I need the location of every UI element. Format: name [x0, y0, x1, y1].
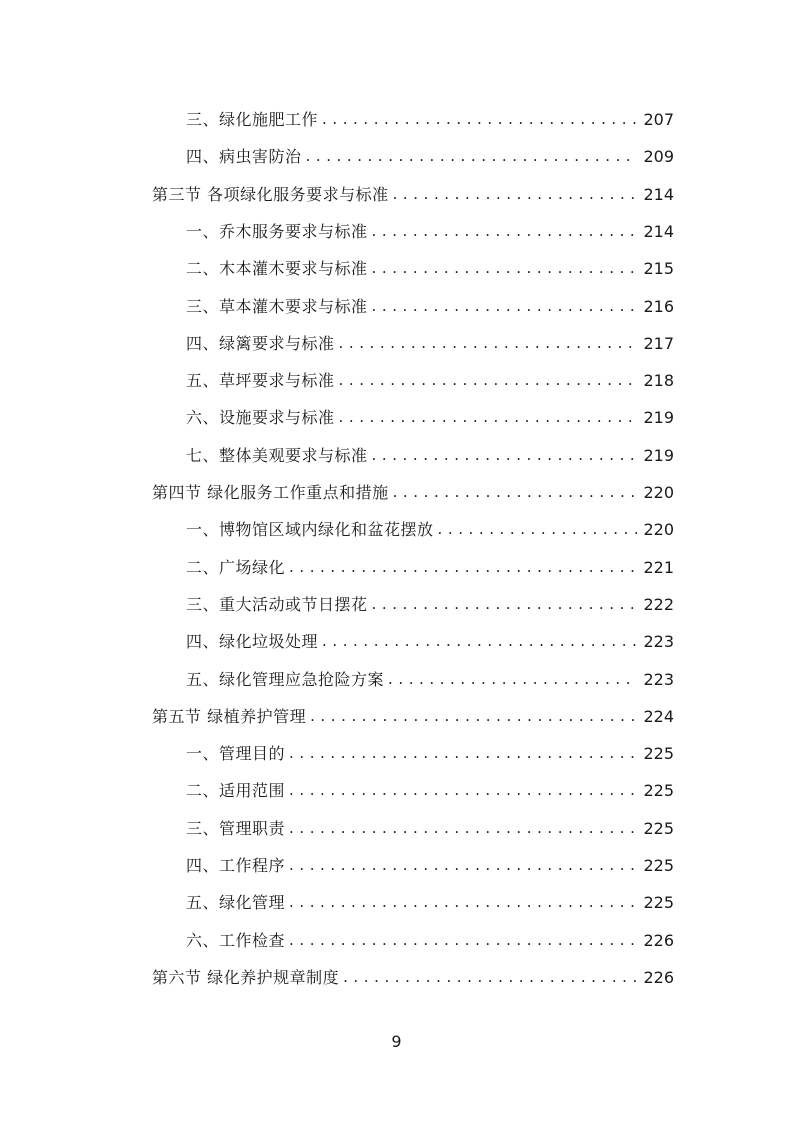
toc-dot-leader: [372, 586, 638, 623]
toc-section-entry[interactable]: [152, 176, 674, 213]
toc-dot-leader: [322, 623, 637, 660]
toc-dot-leader: [393, 474, 638, 511]
toc-entry-label: 二、木本灌木要求与标准: [186, 259, 368, 279]
toc-dot-leader: [310, 698, 637, 735]
toc-dot-leader: [289, 884, 637, 921]
toc-dot-leader: [322, 101, 637, 138]
toc-subsection-entry[interactable]: [186, 623, 674, 660]
toc-subsection-entry[interactable]: [186, 288, 674, 325]
toc-entry-page: 221: [643, 557, 674, 577]
toc-entry-label: 四、病虫害防治: [186, 147, 302, 167]
toc-subsection-entry[interactable]: [186, 437, 674, 474]
toc-entry-label: 一、乔木服务要求与标准: [186, 221, 368, 241]
toc-entry-label: 七、整体美观要求与标准: [186, 445, 368, 465]
toc-subsection-entry[interactable]: [186, 250, 674, 287]
toc-dot-leader: [289, 810, 637, 847]
toc-subsection-entry[interactable]: [186, 399, 674, 436]
toc-entry-label: 第四节 绿化服务工作重点和措施: [152, 483, 389, 502]
toc-subsection-entry[interactable]: [186, 586, 674, 623]
toc-entry-page: 216: [643, 296, 674, 316]
toc-subsection-entry[interactable]: [186, 884, 674, 921]
toc-dot-leader: [289, 922, 637, 959]
toc-dot-leader: [339, 362, 638, 399]
toc-entry-page: 225: [643, 781, 674, 801]
toc-entry-page: 207: [643, 110, 674, 129]
toc-dot-leader: [372, 437, 638, 474]
toc-entry-page: 224: [643, 706, 674, 726]
toc-subsection-entry[interactable]: [186, 362, 674, 399]
toc-entry-label: 三、管理职责: [186, 818, 286, 838]
toc-entry-page: 219: [643, 445, 674, 465]
toc-dot-leader: [343, 959, 637, 996]
toc-dot-leader: [339, 399, 638, 436]
toc-entry-page: 226: [643, 967, 674, 987]
toc-entry-label: 二、广场绿化: [186, 557, 286, 577]
toc-subsection-entry[interactable]: [186, 735, 674, 772]
toc-entry-page: 214: [643, 221, 674, 241]
toc-dot-leader: [289, 549, 637, 586]
toc-section-entry[interactable]: [152, 474, 674, 511]
toc-subsection-entry[interactable]: [186, 922, 674, 959]
toc-entry-page: 209: [643, 147, 674, 167]
toc-entry-page: 222: [643, 594, 674, 614]
toc-entry-page: 223: [643, 632, 674, 652]
toc-entry-page: 219: [643, 408, 674, 428]
toc-subsection-entry[interactable]: [186, 661, 674, 698]
toc-dot-leader: [306, 138, 638, 175]
toc-subsection-entry[interactable]: [186, 772, 674, 809]
toc-entry-label: 三、绿化施肥工作: [186, 110, 319, 129]
toc-section-entry[interactable]: [152, 959, 674, 996]
toc-entry-label: 五、草坪要求与标准: [186, 371, 335, 391]
toc-entry-label: 第三节 各项绿化服务要求与标准: [152, 184, 389, 204]
toc-subsection-entry[interactable]: [186, 810, 674, 847]
toc-entry-page: 225: [643, 893, 674, 913]
toc-dot-leader: [372, 250, 638, 287]
toc-entry-label: 一、博物馆区域内绿化和盆花摆放: [186, 520, 434, 540]
toc-subsection-entry[interactable]: [186, 511, 674, 548]
toc-entry-page: 215: [643, 259, 674, 279]
toc-entry-page: 218: [643, 371, 674, 391]
toc-entry-label: 一、管理目的: [186, 744, 286, 764]
toc-entry-page: 217: [643, 333, 674, 353]
toc-dot-leader: [372, 288, 638, 325]
toc-entry-label: 三、重大活动或节日摆花: [186, 594, 368, 614]
toc-dot-leader: [438, 511, 638, 548]
toc-subsection-entry[interactable]: [186, 325, 674, 362]
toc-entry-label: 二、适用范围: [186, 781, 286, 801]
toc-entry-label: 四、工作程序: [186, 856, 286, 875]
toc-subsection-entry[interactable]: [186, 138, 674, 175]
toc-entry-page: 223: [643, 669, 674, 689]
toc-entry-label: 五、绿化管理: [186, 893, 286, 913]
page-number: 9: [391, 1032, 402, 1051]
toc-dot-leader: [393, 176, 638, 213]
toc-entry-label: 第六节 绿化养护规章制度: [152, 967, 340, 987]
toc-entry-page: 220: [643, 483, 674, 502]
toc-entry-page: 225: [643, 818, 674, 838]
toc-subsection-entry[interactable]: [186, 213, 674, 250]
toc-entry-label: 六、设施要求与标准: [186, 408, 335, 428]
toc-subsection-entry[interactable]: [186, 847, 674, 884]
toc-entry-label: 四、绿篱要求与标准: [186, 333, 335, 353]
toc-entry-label: 第五节 绿植养护管理: [152, 706, 307, 726]
toc-entry-page: 214: [643, 184, 674, 204]
toc-dot-leader: [388, 661, 637, 698]
toc-entry-label: 四、绿化垃圾处理: [186, 632, 319, 652]
toc-section-entry[interactable]: [152, 698, 674, 735]
toc-dot-leader: [289, 847, 637, 884]
toc-dot-leader: [289, 772, 637, 809]
toc-entry-label: 三、草本灌木要求与标准: [186, 296, 368, 316]
toc-dot-leader: [372, 213, 638, 250]
toc-dot-leader: [289, 735, 637, 772]
toc-entry-page: 220: [643, 520, 674, 540]
toc-entry-label: 五、绿化管理应急抢险方案: [186, 669, 385, 689]
toc-entry-label: 六、工作检查: [186, 930, 286, 950]
toc-subsection-entry[interactable]: [186, 549, 674, 586]
toc-dot-leader: [339, 325, 638, 362]
toc-subsection-entry[interactable]: [186, 101, 674, 138]
toc-entry-page: 226: [643, 930, 674, 950]
toc-entry-page: 225: [643, 856, 674, 875]
toc-entry-page: 225: [643, 744, 674, 764]
